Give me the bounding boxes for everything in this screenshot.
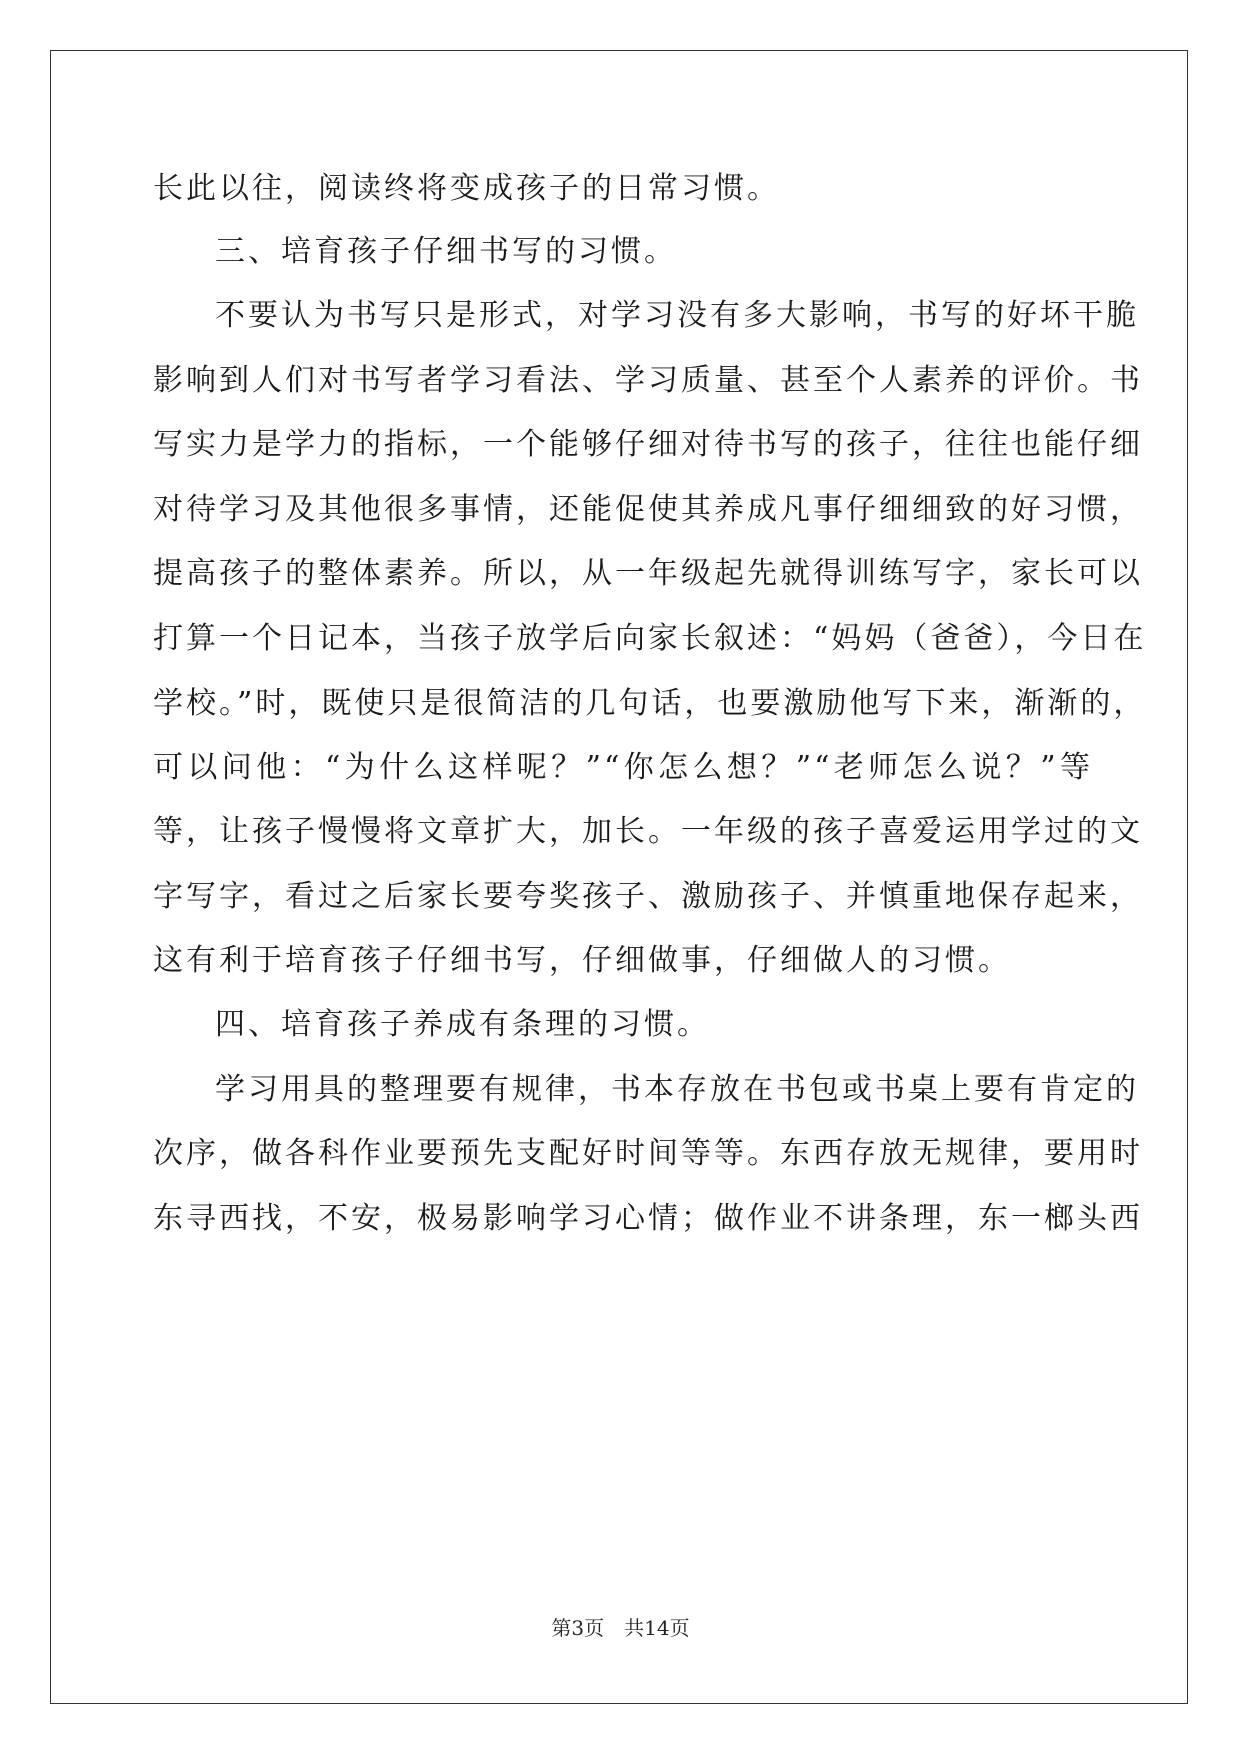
text-line: 影响到人们对书写者学习看法、学习质量、甚至个人素养的评价。书: [153, 363, 1143, 398]
text-line: 写实力是学力的指标，一个能够仔细对待书写的孩子，往往也能仔细: [153, 427, 1143, 462]
section-heading: 三、培育孩子仔细书写的习惯。: [215, 234, 677, 269]
text-line: 字写字，看过之后家长要夸奖孩子、激励孩子、并慎重地保存起来，: [153, 879, 1143, 914]
text-line: 提高孩子的整体素养。所以，从一年级起先就得训练写字，家长可以: [153, 556, 1143, 591]
text-line: 次序，做各科作业要预先支配好时间等等。东西存放无规律，要用时: [153, 1136, 1143, 1171]
text-line: 学习用具的整理要有规律，书本存放在书包或书桌上要有肯定的: [215, 1072, 1139, 1107]
section-heading: 四、培育孩子养成有条理的习惯。: [215, 1007, 710, 1042]
text-line: 学校。”时，既使只是很简洁的几句话，也要激励他写下来，渐渐的，: [153, 686, 1147, 721]
text-line: 对待学习及其他很多事情，还能促使其养成凡事仔细细致的好习惯，: [153, 492, 1143, 527]
text-line: 打算一个日记本，当孩子放学后向家长叙述：“妈妈（爸爸），今日在: [153, 621, 1147, 656]
text-line: 不要认为书写只是形式，对学习没有多大影响，书写的好坏干脆: [215, 298, 1139, 333]
text-line: 可以问他：“为什么这样呢？”“你怎么想？”“老师怎么说？”等: [153, 750, 1093, 785]
page-footer: [0, 1613, 1241, 1643]
page-number: 第3页: [551, 1616, 605, 1640]
text-line: 长此以往，阅读终将变成孩子的日常习惯。: [153, 171, 780, 206]
text-line: 等，让孩子慢慢将文章扩大，加长。一年级的孩子喜爱运用学过的文: [153, 814, 1143, 849]
page-total: 共14页: [624, 1616, 690, 1640]
text-line: 这有利于培育孩子仔细书写，仔细做事，仔细做人的习惯。: [153, 943, 1011, 978]
text-line: 东寻西找，不安，极易影响学习心情；做作业不讲条理，东一榔头西: [153, 1201, 1143, 1236]
